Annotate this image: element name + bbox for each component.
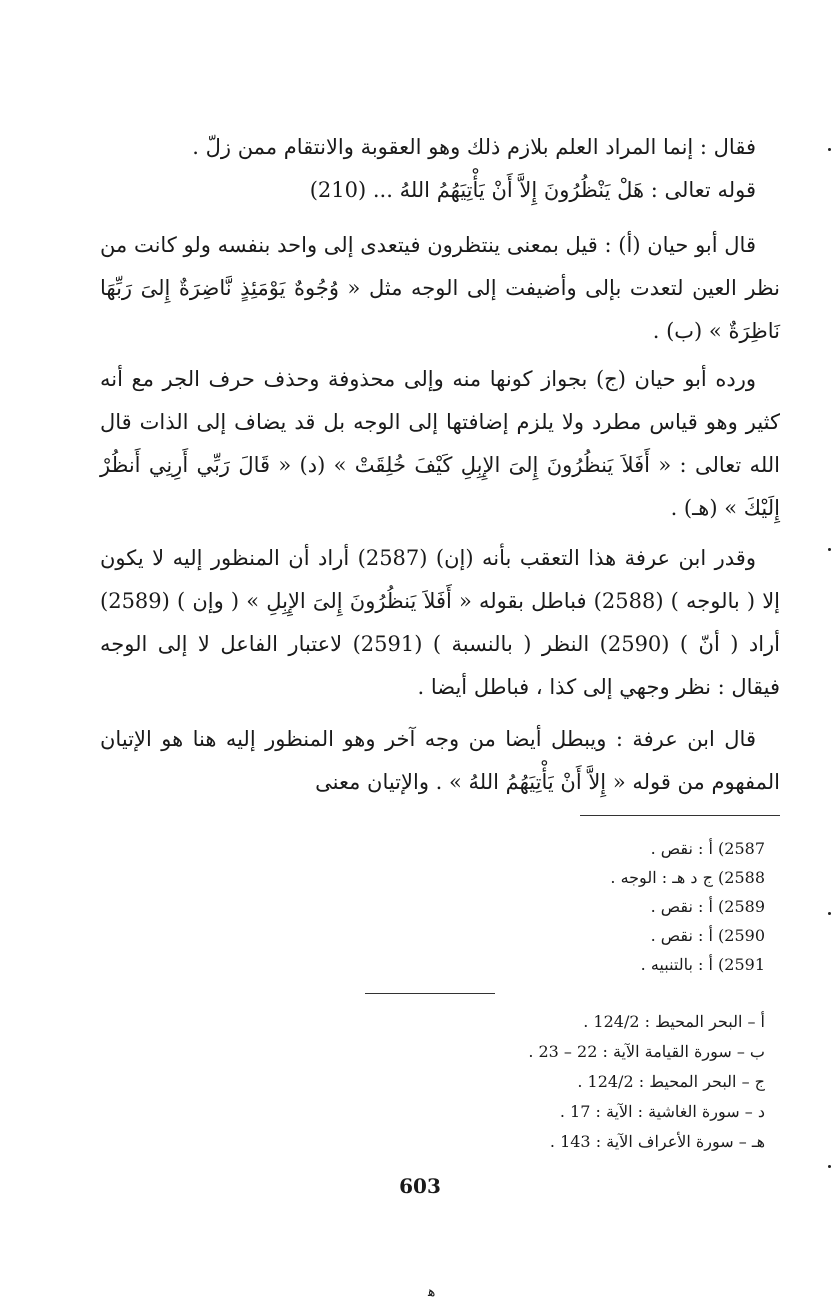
footnote-list: [610, 834, 765, 979]
paragraph-text: قوله تعالى : هَلْ يَنْظُرُونَ إِلاَّ أَنْ يَأْتِيَهُمُ اللهُ ... (210): [309, 178, 756, 202]
footnote-separator: [580, 815, 780, 816]
paragraph-text: قال أبو حيان (أ) : قيل بمعنى ينتظرون فيتعدى إلى واحد بنفسه ولو كانت من نظر العين لتعدت بإلى وأضيفت إلى الوجه مثل « وُجُوهٌ يَوْمَئِذٍ نَّاضِرَةٌ إِلىَ رَبِّهَا نَاظِرَةٌ » (ب) .: [100, 233, 780, 343]
paragraph-text: ورده أبو حيان (ج) بجواز كونها منه وإلى محذوفة وحذف حرف الجر مع أنه كثير وهو قياس مطرد ولا يلزم إضافتها إلى الوجه بل قد يضاف إلى الذات قال الله تعالى : « أَفَلاَ يَنظُرُونَ إِلىَ الإِبِلِ كَيْفَ خُلِقَتْ » (د) « قَالَ رَبِّي أَرِنِي أَنظُرْ إِلَيْكَ » (هـ) .: [100, 367, 780, 520]
body-paragraph: [100, 537, 780, 709]
footnote-item: 2589) أ : نقص .: [650, 897, 765, 916]
sources-separator: [365, 993, 495, 994]
scan-speck: [828, 148, 831, 151]
bottom-mark: ﻫ: [428, 1284, 436, 1300]
body-paragraph: [100, 224, 780, 353]
paragraph-text: قال ابن عرفة : ويبطل أيضا من وجه آخر وهو المنظور إليه هنا هو الإتيان المفهوم من قوله « إِلاَّ أَنْ يَأْتِيَهُمُ اللهُ » . والإتيان معنى: [100, 727, 780, 794]
body-paragraph: [100, 358, 780, 530]
footnote-item: 2588) ج د هـ : الوجه .: [610, 868, 765, 887]
source-list: [528, 1007, 765, 1157]
source-item: د – سورة الغاشية : الآية : 17 .: [559, 1102, 765, 1121]
footnote-item: 2591) أ : بالتنبيه .: [640, 955, 765, 974]
scan-speck: [828, 548, 831, 551]
footnote-item: 2590) أ : نقص .: [650, 926, 765, 945]
source-item: ج – البحر المحيط : 124/2 .: [577, 1072, 765, 1091]
paragraph-text: وقدر ابن عرفة هذا التعقب بأنه (إن) (2587) أراد أن المنظور إليه لا يكون إلا ( بالوجه ) (2588) فباطل بقوله « أَفَلاَ يَنظُرُونَ إِلىَ الإِبِلِ » ( وإن ) (2589) أراد ( أنّ ) (2590) النظر ( بالنسبة ) (2591) لاعتبار الفاعل لا إلى الوجه فيقال : نظر وجهي إلى كذا ، فباطل أيضا .: [100, 546, 781, 699]
body-paragraph: [100, 126, 780, 212]
source-item: ب – سورة القيامة الآية : 22 – 23 .: [528, 1042, 765, 1061]
source-item: هـ – سورة الأعراف الآية : 143 .: [549, 1132, 765, 1151]
scan-speck: [828, 912, 831, 915]
page-number: 603: [399, 1174, 441, 1198]
body-paragraph: [100, 718, 780, 804]
source-item: أ – البحر المحيط : 124/2 .: [583, 1012, 765, 1031]
scan-speck: [828, 1165, 831, 1168]
paragraph-text: فقال : إنما المراد العلم بلازم ذلك وهو العقوبة والانتقام ممن زلّ .: [192, 135, 756, 159]
footnote-item: 2587) أ : نقص .: [650, 839, 765, 858]
